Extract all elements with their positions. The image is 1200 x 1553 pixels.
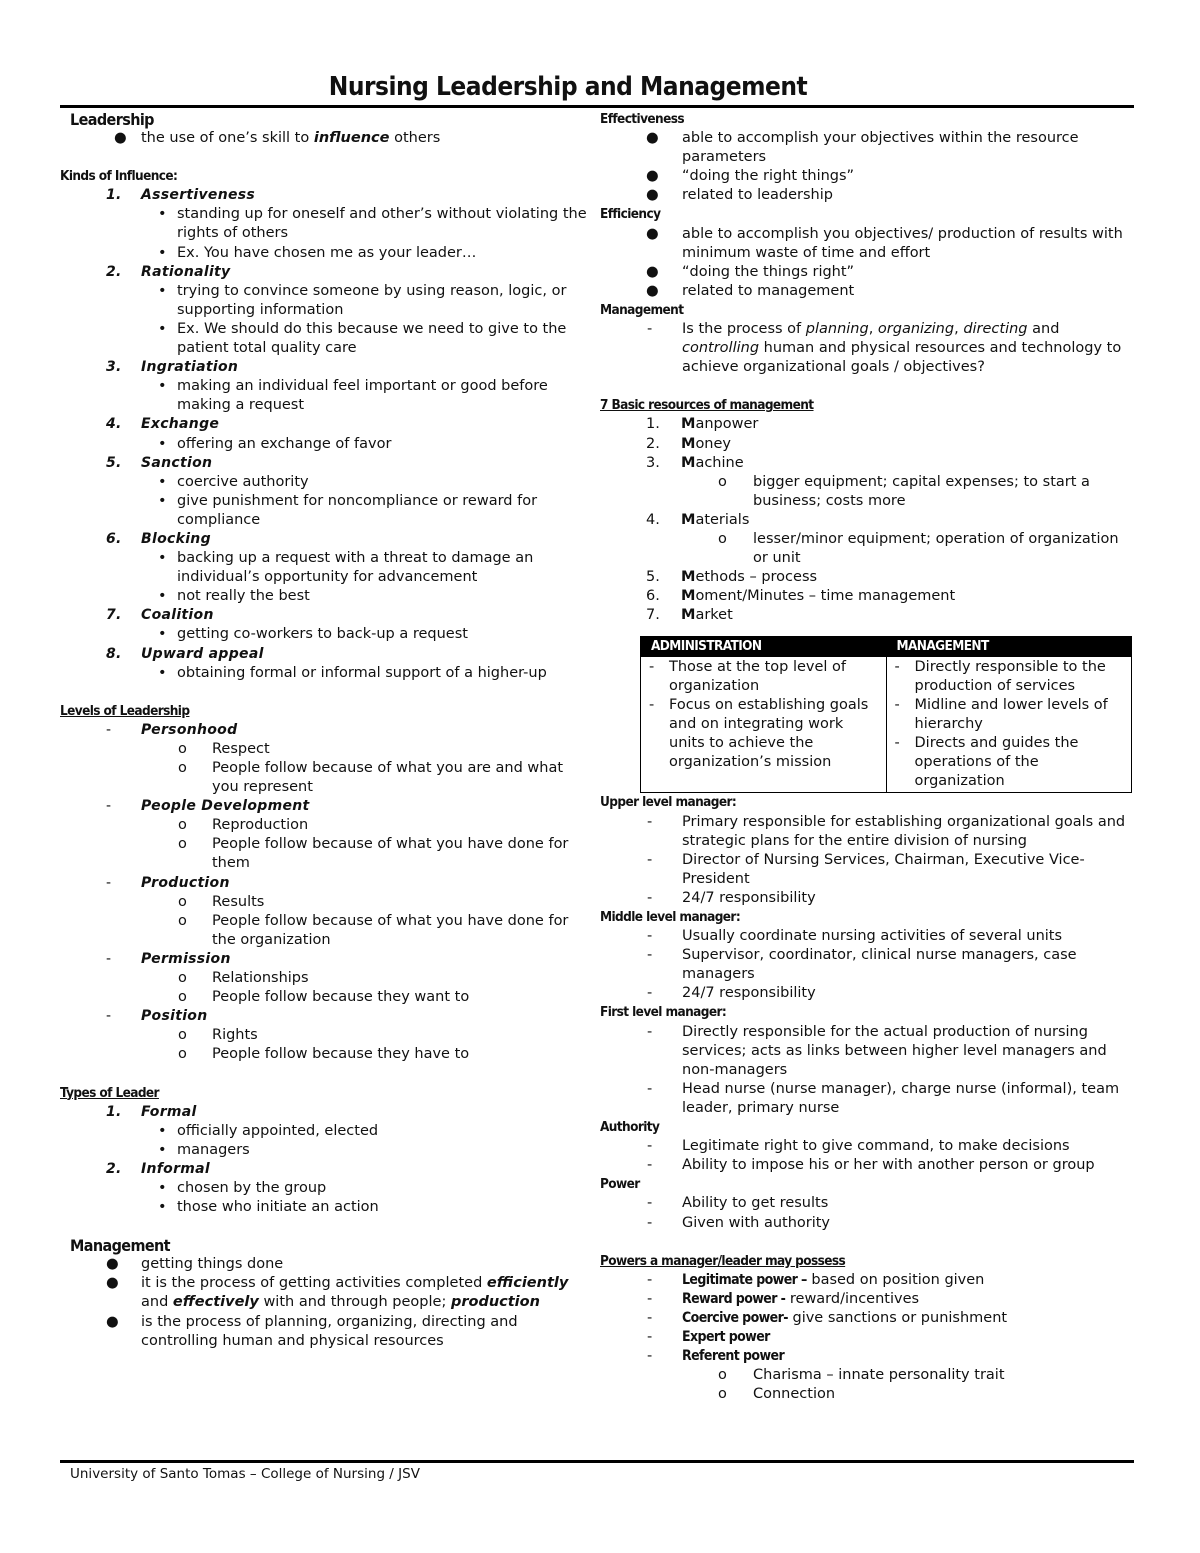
influence-point: • obtaining formal or informal support of a higher-up [60,664,590,683]
circle-bullet-icon: o [178,970,187,987]
level-point: o People follow because of what you have done for the organization [178,912,569,948]
circle-bullet-icon: o [178,760,187,776]
circle-bullet-icon: o [718,1367,727,1384]
item-number: 1. [646,416,660,433]
leadership-heading: Leadership [70,110,154,129]
item-number: 4. [106,416,122,433]
middle-point: - 24/7 responsibility [600,984,1135,1003]
power-name: Coercive power- [682,1309,788,1326]
table-cell-admin [641,657,887,793]
level-point: o Results [60,893,590,912]
resource-rest: anpower [695,416,759,433]
influence-name: Upward appeal [141,645,264,662]
bullet-icon: ● [646,282,659,299]
management-bullet: ● is the process of planning, organizing, directing and controlling human and physical resources [106,1313,518,1349]
power-name: Referent power [682,1348,785,1365]
level-name: Permission [141,950,231,967]
resources-list [600,415,1135,625]
resources-heading: 7 Basic resources of management [600,397,814,414]
upper-heading: Upper level manager: [600,794,737,811]
dash-icon: - [647,889,653,906]
resource-detail: o bigger equipment; capital expenses; to start a business; costs more [718,473,1090,509]
influence-item [60,530,590,549]
power-desc: based on position given [806,1271,985,1288]
referent-detail: o Charisma – innate personality trait [600,1366,1135,1385]
bullet-icon: ● [646,168,659,185]
item-number: 8. [106,645,122,662]
bullet-icon: • [158,1199,167,1216]
resource-item [600,415,1135,434]
level-item [60,950,590,969]
influence-point: • Ex. You have chosen me as your leader… [60,244,590,263]
bullet-icon: • [158,1179,167,1196]
middle-heading: Middle level manager: [600,909,741,925]
resource-item [600,435,1135,454]
item-number: 5. [106,454,122,471]
resource-rest: oney [695,435,732,452]
bullet-icon: • [158,626,167,643]
bullet-icon: ● [106,1275,119,1292]
levels-list [60,721,590,1065]
power-item [600,1271,1135,1290]
power-desc: give sanctions or punishment [787,1309,1008,1326]
page-title: Nursing Leadership and Management [328,72,808,102]
dash-icon: - [647,1290,653,1307]
influence-name: Exchange [141,416,220,433]
circle-bullet-icon: o [718,1386,727,1403]
level-name: People Development [141,798,310,815]
circle-bullet-icon: o [178,740,187,757]
dash-icon: - [647,1080,653,1097]
leader-type-point: • officially appointed, elected [60,1122,590,1141]
table-point: - Those at the top level of organization [649,659,847,695]
authority-point: - Legitimate right to give command, to make decisions [600,1137,1135,1156]
efficiency-point: ● “doing the things right” [600,263,1135,282]
item-number: 1. [106,187,122,204]
level-item [60,721,590,740]
influence-item [60,645,590,664]
power-point: - Ability to get results [600,1194,1135,1213]
item-number: 2. [646,435,660,452]
level-point: o Relationships [60,969,590,988]
item-number: 2. [106,1160,122,1177]
efficiency-point: ● related to management [600,282,1135,301]
influence-item [60,606,590,625]
circle-bullet-icon: o [178,836,187,853]
power-desc: reward/incentives [785,1290,920,1307]
manager-levels [600,793,1135,1232]
influence-point: • getting co-workers to back-up a request [60,625,590,644]
power-item [600,1290,1135,1309]
item-number: 7. [106,607,122,624]
resource-item [600,587,1135,606]
left-column [60,110,590,1351]
middle-point: - Usually coordinate nursing activities of several units [600,927,1135,946]
bullet-icon: • [158,550,167,567]
middle-point: - Supervisor, coordinator, clinical nurse managers, case managers [647,947,1077,983]
influence-point: • making an individual feel important or good before making a request [158,378,548,414]
bullet-icon: ● [106,1313,119,1330]
circle-bullet-icon: o [178,1046,187,1063]
level-name: Position [141,1008,208,1025]
efficiency-point: ● able to accomplish you objectives/ production of results with minimum waste of time and effort [646,225,1123,261]
bullet-icon: ● [646,187,659,204]
dash-icon: - [647,1328,653,1345]
dash-icon: - [647,985,653,1002]
dash-icon: - [649,659,655,676]
power-point: - Given with authority [600,1214,1135,1233]
level-point: o People follow because of what you are and what you represent [178,760,564,796]
first-point: - Head nurse (nurse manager), charge nurse (informal), team leader, primary nurse [647,1080,1120,1116]
influence-name: Ingratiation [141,359,239,376]
bullet-icon: • [158,378,167,395]
effectiveness-point: ● related to leadership [600,186,1135,205]
resource-item [600,568,1135,587]
resource-item [600,606,1135,625]
powers-heading: Powers a manager/leader may possess [600,1252,846,1269]
right-column [600,110,1135,1404]
leader-type-name: Formal [141,1103,197,1120]
effectiveness-point: ● able to accomplish your objectives within the resource parameters [646,130,1079,166]
dash-icon: - [647,813,653,830]
management-definition: - Is the process of planning, organizing, directing and controlling human and physical resources and technology to achieve organizational goals / objectives? [647,321,1122,376]
power-name: Expert power [682,1328,770,1345]
leadership-bullet: ● the use of one’s skill to influence others [60,129,590,148]
management-def-heading: Management [600,301,684,318]
circle-bullet-icon: o [178,912,187,929]
resource-initial: M [681,588,696,605]
bullet-icon: ● [114,130,127,147]
dash-icon: - [647,1157,653,1174]
influence-point: • Ex. We should do this because we need to give to the patient total quality care [158,320,567,357]
power-item [600,1309,1135,1328]
dash-icon: - [647,1309,653,1326]
effectiveness-list [600,129,1135,205]
bullet-icon: • [158,320,167,337]
types-heading: Types of Leader [60,1084,159,1101]
circle-bullet-icon: o [178,989,187,1006]
level-item [60,1007,590,1026]
upper-point: - Director of Nursing Services, Chairman, Executive Vice- President [647,851,1085,887]
bullet-icon: ● [646,263,659,280]
table-point: - Directly responsible to the production of services [894,659,1106,695]
power-item [600,1347,1135,1366]
bullet-icon: • [158,282,167,299]
effectiveness-point: ● “doing the right things” [600,167,1135,186]
item-number: 5. [646,569,660,586]
authority-heading: Authority [600,1119,660,1136]
resource-rest: oment/Minutes – time management [695,588,956,605]
influence-point: • give punishment for noncompliance or reward for compliance [158,492,538,528]
dash-icon: - [647,1214,653,1231]
level-point: o People follow because they want to [60,988,590,1007]
bullet-icon: • [158,1122,167,1139]
power-name: Legitimate power – [682,1271,807,1288]
resource-initial: M [681,454,696,471]
power-name: Reward power - [682,1290,786,1307]
influence-item [60,454,590,473]
level-name: Personhood [141,721,238,738]
resource-detail: o lesser/minor equipment; operation of organization or unit [718,530,1119,567]
bullet-icon: • [158,588,167,605]
types-list [60,1103,590,1218]
influence-point: • standing up for oneself and other’s without violating the rights of others [158,206,587,242]
management-heading: Management [70,1236,170,1256]
resource-rest: arket [695,607,733,624]
item-number: 7. [646,607,660,624]
influence-point: • trying to convince someone by using reason, logic, or supporting information [158,282,567,318]
upper-point: - Primary responsible for establishing organizational goals and strategic plans for the entire division of nursing [647,813,1126,849]
dash-icon: - [894,735,900,752]
influence-point: • coercive authority [60,473,590,492]
resource-rest: aterials [695,511,750,528]
level-point: o Respect [60,740,590,759]
powers-list [600,1271,1135,1405]
bullet-icon: • [158,244,167,261]
dash-icon: - [894,697,900,714]
dash-icon: - [647,321,653,338]
dash-icon: - [106,950,112,967]
level-item [60,874,590,893]
influence-name: Coalition [141,607,214,624]
item-number: 3. [106,359,122,376]
bullet-icon: ● [646,225,659,242]
circle-bullet-icon: o [718,473,727,490]
circle-bullet-icon: o [178,893,187,910]
bullet-icon: • [158,1141,167,1158]
influence-item [60,263,590,282]
resource-item [600,511,1135,530]
level-item [60,797,590,816]
leader-type-point: • those who initiate an action [60,1198,590,1217]
resource-item [600,454,1135,473]
efficiency-heading: Efficiency [600,206,661,223]
dash-icon: - [106,1008,112,1025]
dash-icon: - [106,874,112,891]
leader-type-name: Informal [141,1160,211,1177]
resource-initial: M [681,416,696,433]
resource-initial: M [681,569,696,586]
leader-type-point: • managers [60,1141,590,1160]
bullet-icon: ● [106,1256,119,1273]
table-header-admin: ADMINISTRATION [641,637,887,657]
top-rule [60,105,1134,108]
resource-initial: M [681,511,696,528]
item-number: 6. [646,588,660,605]
footer: University of Santo Tomas – College of Nursing / JSV [70,1466,420,1482]
resource-rest: achine [695,454,744,471]
table-cell-management [886,657,1132,793]
management-bullet: ● it is the process of getting activities completed efficiently and effectively with and through people; production [106,1275,569,1311]
item-number: 3. [646,454,660,471]
influence-item [60,415,590,434]
item-number: 2. [106,263,122,280]
dash-icon: - [647,947,653,964]
influence-name: Assertiveness [141,187,256,204]
influence-name: Sanction [141,454,213,471]
influence-point: • backing up a request with a threat to damage an individual’s opportunity for advancement [158,550,534,586]
resource-initial: M [681,435,696,452]
first-point: - Directly responsible for the actual production of nursing services; acts as links between higher level managers and non-managers [647,1023,1107,1078]
level-point: o People follow because of what you have done for them [178,836,569,872]
leader-type-point: • chosen by the group [60,1179,590,1198]
level-name: Production [141,874,230,891]
table-point: - Midline and lower levels of hierarchy [894,697,1108,733]
admin-vs-management-table [640,636,1132,793]
leader-type [60,1160,590,1179]
first-heading: First level manager: [600,1004,727,1021]
upper-point: - 24/7 responsibility [600,889,1135,908]
item-number: 1. [106,1103,122,1120]
bullet-icon: • [158,435,167,452]
dash-icon: - [647,928,653,945]
table-header-management: MANAGEMENT [886,637,1132,657]
leader-type [60,1103,590,1122]
influence-point: • offering an exchange of favor [60,435,590,454]
kinds-heading: Kinds of Influence: [60,168,178,185]
bullet-icon: • [158,664,167,681]
circle-bullet-icon: o [178,1027,187,1044]
influence-point: • not really the best [60,587,590,606]
table-point: - Focus on establishing goals and on integrating work units to achieve the organization’s mission [649,697,869,771]
bullet-icon: ● [646,130,659,147]
power-item [600,1328,1135,1347]
management-bullet: ● getting things done [60,1255,590,1274]
influence-item [60,358,590,377]
level-point: o People follow because they have to [60,1045,590,1064]
dash-icon: - [647,1348,653,1365]
level-point: o Reproduction [60,816,590,835]
dash-icon: - [106,798,112,815]
circle-bullet-icon: o [718,530,727,547]
dash-icon: - [894,659,900,676]
effectiveness-heading: Effectiveness [600,111,684,127]
dash-icon: - [647,1023,653,1040]
bullet-icon: • [158,473,167,490]
dash-icon: - [649,697,655,714]
bullet-icon: • [158,492,167,509]
efficiency-list [600,225,1135,301]
power-heading: Power [600,1176,640,1193]
dash-icon: - [647,1195,653,1212]
level-point: o Rights [60,1026,590,1045]
levels-heading: Levels of Leadership [60,702,190,719]
influence-name: Blocking [141,530,211,547]
dash-icon: - [106,721,112,738]
bullet-icon: • [158,206,167,223]
dash-icon: - [647,1138,653,1155]
resource-initial: M [681,607,696,624]
item-number: 6. [106,530,122,547]
dash-icon: - [647,851,653,868]
dash-icon: - [647,1271,653,1288]
referent-detail: o Connection [600,1385,1135,1404]
kinds-list [60,186,590,682]
authority-point: - Ability to impose his or her with another person or group [600,1156,1135,1175]
item-number: 4. [646,511,660,528]
influence-name: Rationality [141,263,231,280]
bottom-rule [60,1460,1134,1463]
circle-bullet-icon: o [178,817,187,834]
influence-item [60,186,590,205]
resource-rest: ethods – process [695,569,818,586]
table-point: - Directs and guides the operations of the organization [894,735,1079,790]
